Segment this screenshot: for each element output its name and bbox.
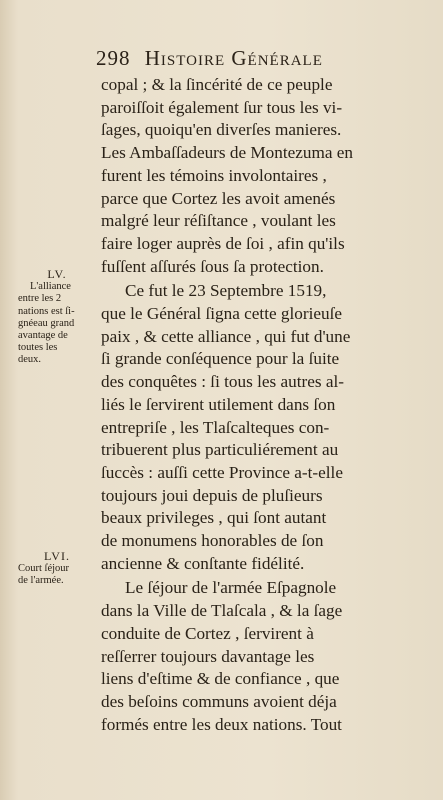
text-line: Les Ambaſſadeurs de Montezuma en xyxy=(101,143,354,163)
text-line: fuſſent aſſurés ſous ſa protection. xyxy=(101,256,324,276)
text-line: de monumens honorables de ſon xyxy=(101,531,324,551)
text-line: parce que Cortez les avoit amenés xyxy=(101,188,336,208)
text-line: conduite de Cortez , ſervirent à xyxy=(101,623,314,643)
text-line: liés le ſervirent utilement dans ſon xyxy=(101,394,336,414)
text-line: paix , & cette alliance , qui fut d'une xyxy=(101,326,351,346)
text-line: copal ; & la ſincérité de ce peuple xyxy=(101,75,333,94)
text-line: ancienne & conſtante fidélité. xyxy=(101,553,305,573)
text-line: des conquêtes : ſi tous les autres al- xyxy=(101,372,344,392)
text-line: entrepriſe , les Tlaſcalteques con- xyxy=(101,417,330,437)
paragraph-1 xyxy=(101,74,401,278)
text-line: des beſoins communs avoient déja xyxy=(101,691,337,711)
margin-note-lv xyxy=(18,268,96,367)
margin-note-line: gnéeau grand xyxy=(18,317,75,329)
text-line: ſuccès : auſſi cette Province a-t-elle xyxy=(101,462,343,482)
margin-note-line: nations est ſi- xyxy=(18,305,75,317)
running-head xyxy=(96,46,416,71)
margin-note-number: LV. xyxy=(47,267,67,281)
margin-note-line: entre les 2 xyxy=(18,293,62,305)
running-title: Histoire Générale xyxy=(144,46,323,70)
text-line: faire loger auprès de ſoi , afin qu'ils xyxy=(101,233,345,253)
text-line: liens d'eſtime & de confiance , que xyxy=(101,669,340,689)
text-line: ſi grande conſéquence pour la ſuite xyxy=(101,349,340,369)
text-line: malgré leur réſiſtance , voulant les xyxy=(101,211,336,231)
text-line: Ce fut le 23 Septembre 1519, xyxy=(125,281,327,301)
text-line: reſſerrer toujours davantage les xyxy=(101,646,315,666)
text-line: Le ſéjour de l'armée Eſpagnole xyxy=(125,578,337,598)
margin-note-line: deux. xyxy=(18,354,42,366)
paragraph-2 xyxy=(101,280,401,575)
margin-note-line: toutes les xyxy=(18,342,58,354)
page-number: 298 xyxy=(96,46,131,70)
text-line: formés entre les deux nations. Tout xyxy=(101,714,342,734)
margin-note-lvi xyxy=(18,550,96,588)
text-line: toujours joui depuis de pluſieurs xyxy=(101,485,323,505)
text-line: ſages, quoiqu'en diverſes manieres. xyxy=(101,120,342,140)
paragraph-3 xyxy=(101,577,401,736)
margin-note-line: de l'armée. xyxy=(18,575,64,587)
margin-note-line: avantage de xyxy=(18,330,68,342)
text-line: paroiſſoit également ſur tous les vi- xyxy=(101,97,343,117)
text-line: furent les témoins involontaires , xyxy=(101,165,327,185)
text-line: tribuerent plus particuliérement au xyxy=(101,440,339,460)
text-line: dans la Ville de Tlaſcala , & la ſage xyxy=(101,601,343,621)
text-line: que le Général ſigna cette glorieuſe xyxy=(101,304,342,324)
text-line: beaux privileges , qui ſont autant xyxy=(101,508,327,528)
margin-note-line: L'alliance xyxy=(30,281,71,293)
main-text xyxy=(101,74,401,736)
margin-note-line: Court ſéjour xyxy=(18,563,70,575)
margin-note-number: LVI. xyxy=(44,549,70,563)
